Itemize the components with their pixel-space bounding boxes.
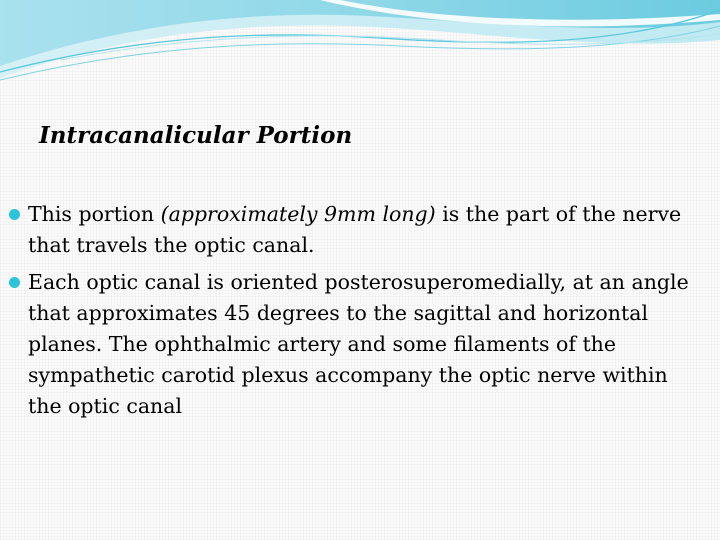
bullet-icon xyxy=(9,209,20,220)
bullet-icon xyxy=(9,277,20,288)
bullet-text-emphasis: (approximately 9mm long) xyxy=(160,202,436,226)
bullet-item xyxy=(8,267,698,422)
slide-title: Intracanalicular Portion xyxy=(39,122,353,149)
bullet-text-lead: This portion xyxy=(28,202,161,226)
bullet-text-tail: is the part of the nerve that travels the optic canal. xyxy=(28,202,682,257)
header-wave-decoration xyxy=(0,0,720,90)
bullet-item xyxy=(8,199,698,261)
bullet-text: Each optic canal is oriented posterosuperomedially, at an angle that approximates 45 degrees to the sagittal and horizontal planes. The ophthalmic artery and some filaments of the sympathetic carotid plexus accompany the optic nerve within the optic canal xyxy=(28,270,689,418)
bullet-list xyxy=(8,199,698,428)
